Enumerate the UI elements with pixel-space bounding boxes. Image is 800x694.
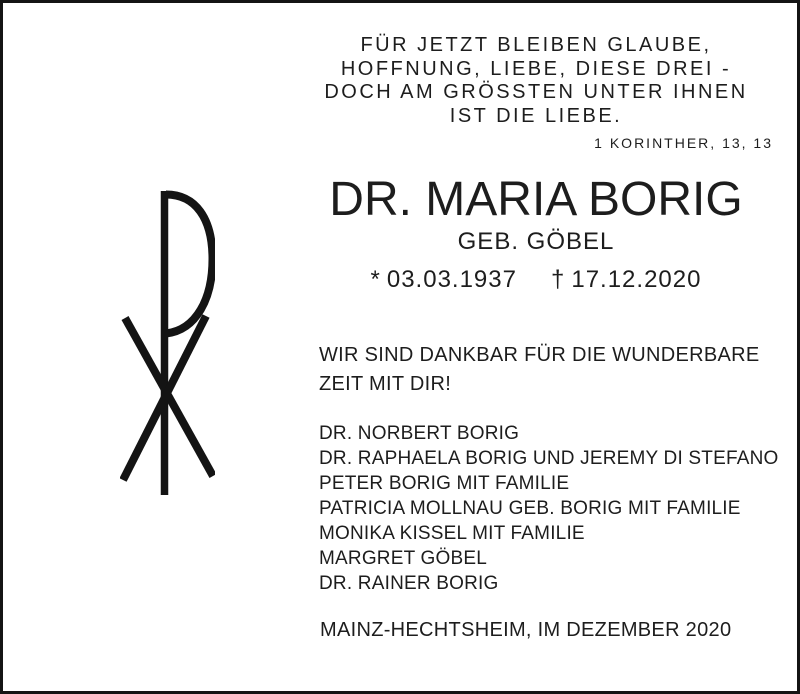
birth-date-value: 03.03.1937: [386, 266, 517, 293]
mourner-name: DR. RAPHAELA BORIG UND JEREMY DI STEFANO: [319, 448, 779, 469]
bible-reference: 1 KORINTHER, 13, 13: [594, 135, 773, 151]
chi-rho-icon: [120, 189, 215, 497]
quote-line: IST DIE LIEBE.: [449, 104, 623, 127]
birth-star-icon: *: [370, 266, 381, 293]
mourner-name: DR. NORBERT BORIG: [319, 423, 520, 444]
birth-date: [371, 265, 517, 295]
mourner-name: MARGRET GÖBEL: [319, 548, 488, 569]
mourner-name: PETER BORIG MIT FAMILIE: [319, 473, 570, 494]
mourners-list: [319, 421, 779, 596]
deceased-name: DR. MARIA BORIG: [329, 173, 743, 226]
quote-line: HOFFNUNG, LIEBE, DIESE DREI -: [340, 57, 732, 80]
life-dates: [291, 265, 781, 295]
mourner-name: DR. RAINER BORIG: [319, 573, 499, 594]
thanks-message: [319, 341, 760, 399]
thanks-message-line: ZEIT MIT DIR!: [319, 373, 452, 395]
death-cross-icon: †: [550, 266, 566, 293]
death-date-value: 17.12.2020: [571, 266, 702, 293]
death-date: [551, 265, 701, 295]
deceased-block: [291, 173, 781, 295]
bible-quote: [291, 34, 781, 152]
quote-line: FÜR JETZT BLEIBEN GLAUBE,: [360, 34, 712, 56]
mourner-name: PATRICIA MOLLNAU GEB. BORIG MIT FAMILIE: [319, 498, 741, 519]
place-date-line: MAINZ-HECHTSHEIM, IM DEZEMBER 2020: [320, 619, 732, 641]
birth-name: GEB. GÖBEL: [457, 228, 615, 255]
quote-line: DOCH AM GRÖSSTEN UNTER IHNEN: [324, 81, 748, 103]
mourner-name: MONIKA KISSEL MIT FAMILIE: [319, 523, 585, 544]
thanks-message-line: WIR SIND DANKBAR FÜR DIE WUNDERBARE: [319, 344, 760, 366]
